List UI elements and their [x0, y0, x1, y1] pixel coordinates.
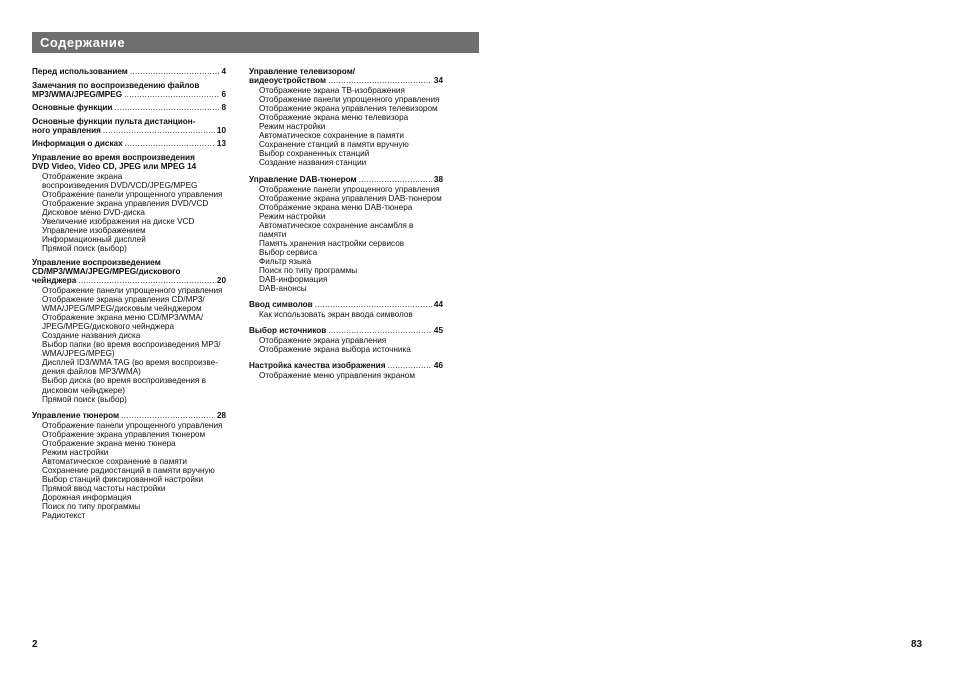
- toc-heading: [32, 81, 226, 99]
- toc-page-number: 44: [433, 300, 443, 310]
- toc-subitem: Отображение экрана управления телевизором: [259, 104, 438, 114]
- toc-subitems: [32, 421, 226, 521]
- toc-heading: [249, 175, 443, 184]
- toc-page-number: 34: [433, 76, 443, 86]
- toc-heading: [32, 139, 226, 148]
- toc-subitem: Управление изображением: [42, 226, 146, 236]
- toc-subitem: Отображение экрана управления CD/MP3/: [42, 295, 205, 305]
- toc-subitem: Выбор сервиса: [259, 247, 318, 257]
- toc-subitem: Дисплей ID3/WMA TAG (во время воспроизве-: [42, 358, 218, 368]
- toc-subitem: Дисковое меню DVD-диска: [42, 208, 145, 218]
- toc-subitem: Выбор диска (во время воспроизведения в: [42, 376, 206, 386]
- toc-heading-text: Основные функции: [32, 103, 113, 113]
- toc-section: [32, 81, 226, 99]
- toc-heading-text: Ввод символов: [249, 300, 313, 310]
- toc-page-number: 28: [216, 410, 226, 420]
- toc-section: [249, 175, 443, 294]
- toc-subitems: [249, 371, 443, 380]
- toc-page-number: 8: [221, 103, 226, 113]
- toc-subitem: Поиск по типу программы: [42, 502, 141, 512]
- toc-subitem: Сохранение радиостанций в памяти вручную: [42, 465, 215, 475]
- toc-heading-text: Выбор источников: [249, 326, 327, 336]
- toc-heading-text: видеоустройством: [249, 76, 327, 86]
- toc-heading-text: DVD Video, Video CD, JPEG или MPEG 14: [32, 161, 197, 171]
- toc-subitem: Поиск по типу программы: [259, 265, 358, 275]
- toc-subitem: Отображение панели упрощенного управления: [42, 190, 223, 200]
- toc-subitem: Увеличение изображения на диске VCD: [42, 217, 195, 227]
- toc-heading-text: Управление тюнером: [32, 410, 120, 420]
- toc-subitem: Прямой поиск (выбор): [42, 394, 127, 404]
- dot-leader: [124, 90, 219, 99]
- toc-subitem: Режим настройки: [259, 211, 326, 221]
- toc-subitem: Отображение панели упрощенного управления: [259, 184, 440, 194]
- toc-subitem: Выбор папки (во время воспроизведения MP3/: [42, 340, 221, 350]
- toc-subitem: Отображение меню управления экраном: [259, 371, 415, 381]
- dot-leader: [315, 300, 432, 309]
- toc-subitem: Выбор сохраненных станций: [259, 149, 370, 159]
- dot-leader: [125, 139, 215, 148]
- dot-leader: [114, 103, 219, 112]
- toc-section: [32, 117, 226, 135]
- toc-heading-text: Настройка качества изображения: [249, 361, 386, 371]
- toc-subitem: Память хранения настройки сервисов: [259, 238, 405, 248]
- toc-subitem: Автоматическое сохранение в памяти: [42, 456, 187, 466]
- dot-leader: [328, 76, 432, 85]
- toc-heading-text: Перед использованием: [32, 67, 128, 76]
- toc-page-number: 10: [216, 125, 226, 135]
- toc-section: [249, 67, 443, 168]
- toc-heading-text: MP3/WMA/JPEG/MPEG: [32, 89, 123, 99]
- toc-subitem: Выбор станций фиксированной настройки: [42, 474, 204, 484]
- toc-subitem: Отображение панели упрощенного управления: [259, 95, 440, 105]
- toc-heading-text: CD/MP3/WMA/JPEG/MPEG/дискового: [32, 266, 181, 276]
- toc-subitem: дисковом чейнджере): [42, 385, 125, 395]
- toc-subitem: WMA/JPEG/MPEG/дисковым чейнджером: [42, 304, 202, 314]
- toc-heading: [249, 67, 443, 85]
- toc-subitem: памяти: [259, 229, 287, 239]
- toc-section: [32, 153, 226, 254]
- toc-subitem: Автоматическое сохранение в памяти: [259, 131, 404, 141]
- toc-heading: [32, 117, 226, 135]
- toc-section: [32, 139, 226, 148]
- dot-leader: [387, 361, 431, 370]
- toc-page-number: 4: [221, 67, 226, 76]
- toc-section: [249, 300, 443, 319]
- toc-subitem: Как использовать экран ввода символов: [259, 310, 413, 320]
- dot-leader: [328, 326, 432, 335]
- toc-subitem: Отображение экрана: [42, 171, 123, 181]
- toc-subitems: [249, 336, 443, 354]
- dot-leader: [103, 126, 215, 135]
- toc-page-number: 13: [216, 139, 226, 149]
- toc-page-number: 38: [433, 174, 443, 184]
- toc-subitem: Фильтр языка: [259, 256, 312, 266]
- toc-heading-text: Управление DAB-тюнером: [249, 174, 357, 184]
- dot-leader: [121, 411, 215, 420]
- toc-heading-text: Информация о дисках: [32, 139, 123, 149]
- toc-subitems: [32, 172, 226, 253]
- dot-leader: [130, 67, 220, 76]
- toc-heading-text: Замечания по воспроизведению файлов: [32, 80, 200, 90]
- toc-subitem: Прямой поиск (выбор): [42, 244, 127, 254]
- toc-heading-text: Управление телевизором/: [249, 67, 356, 76]
- toc-section: [32, 258, 226, 404]
- toc-heading-text: Управление во время воспроизведения: [32, 152, 195, 162]
- toc-subitem: JPEG/MPEG/дискового чейнджера: [42, 322, 174, 332]
- toc-subitem: Отображение экрана выбора источника: [259, 345, 411, 355]
- toc-subitem: Отображение экрана меню DAB-тюнера: [259, 202, 413, 212]
- toc-subitem: дения файлов MP3/WMA): [42, 367, 141, 377]
- toc-subitems: [249, 86, 443, 167]
- toc-subitem: Дорожная информация: [42, 493, 132, 503]
- toc-subitem: Радиотекст: [42, 511, 86, 521]
- toc-subitems: [249, 310, 443, 319]
- toc-subitem: Создание названия диска: [42, 331, 141, 341]
- toc-section: [32, 67, 226, 76]
- toc-page-number: 46: [433, 361, 443, 371]
- toc-heading-text: Основные функции пульта дистанцион-: [32, 116, 196, 126]
- toc-heading: [32, 153, 226, 171]
- toc-subitem: Отображение экрана меню тюнера: [42, 438, 176, 448]
- toc-heading: [249, 300, 443, 309]
- toc-subitem: Отображение экрана управления: [259, 336, 387, 346]
- page-number-left: 2: [32, 639, 38, 650]
- toc-section: [32, 411, 226, 521]
- toc-right-column: [249, 67, 443, 385]
- toc-subitem: DAB-информация: [259, 275, 328, 285]
- toc-subitem: воспроизведения DVD/VCD/JPEG/MPEG: [42, 180, 198, 190]
- toc-subitem: Отображение экрана ТВ-изображения: [259, 86, 405, 96]
- toc-subitem: WMA/JPEG/MPEG): [42, 349, 115, 359]
- toc-heading: [32, 103, 226, 112]
- toc-subitem: Режим настройки: [259, 122, 326, 132]
- toc-heading-text: ного управления: [32, 125, 101, 135]
- toc-heading: [249, 326, 443, 335]
- page-number-right: 83: [911, 639, 923, 650]
- toc-subitem: Отображение экрана управления DVD/VCD: [42, 199, 209, 209]
- toc-subitem: Отображение панели упрощенного управления: [42, 420, 223, 430]
- toc-heading-text: чейнджера: [32, 275, 77, 285]
- toc-heading: [32, 67, 226, 76]
- toc-subitem: Сохранение станций в памяти вручную: [259, 140, 409, 150]
- dot-leader: [78, 276, 215, 285]
- toc-subitem: Создание названия станции: [259, 158, 367, 168]
- toc-heading: [249, 361, 443, 370]
- toc-subitem: Отображение экрана управления DAB-тюнером: [259, 193, 442, 203]
- toc-subitem: Автоматическое сохранение ансамбля в: [259, 220, 414, 230]
- toc-heading: [32, 411, 226, 420]
- toc-subitem: Прямой ввод частоты настройки: [42, 483, 166, 493]
- page-title: Содержание: [32, 32, 479, 53]
- toc-page-number: 45: [433, 326, 443, 336]
- toc-subitem: DAB-анонсы: [259, 284, 307, 294]
- toc-page-number: 20: [216, 275, 226, 285]
- toc-section: [249, 361, 443, 380]
- toc-heading-text: Управление воспроизведением: [32, 257, 161, 267]
- toc-subitem: Отображение экрана меню телевизора: [259, 113, 409, 123]
- toc-section: [32, 103, 226, 112]
- toc-subitem: Отображение панели упрощенного управления: [42, 285, 223, 295]
- toc-subitems: [249, 185, 443, 294]
- dot-leader: [359, 175, 432, 184]
- toc-subitem: Отображение экрана меню CD/MP3/WMA/: [42, 313, 204, 323]
- toc-heading: [32, 258, 226, 285]
- toc-left-column: [32, 67, 226, 525]
- toc-subitem: Отображение экрана управления тюнером: [42, 429, 206, 439]
- toc-page-number: 6: [221, 89, 226, 99]
- toc-section: [249, 326, 443, 354]
- toc-subitem: Режим настройки: [42, 447, 109, 457]
- toc-subitems: [32, 286, 226, 404]
- toc-subitem: Информационный дисплей: [42, 235, 146, 245]
